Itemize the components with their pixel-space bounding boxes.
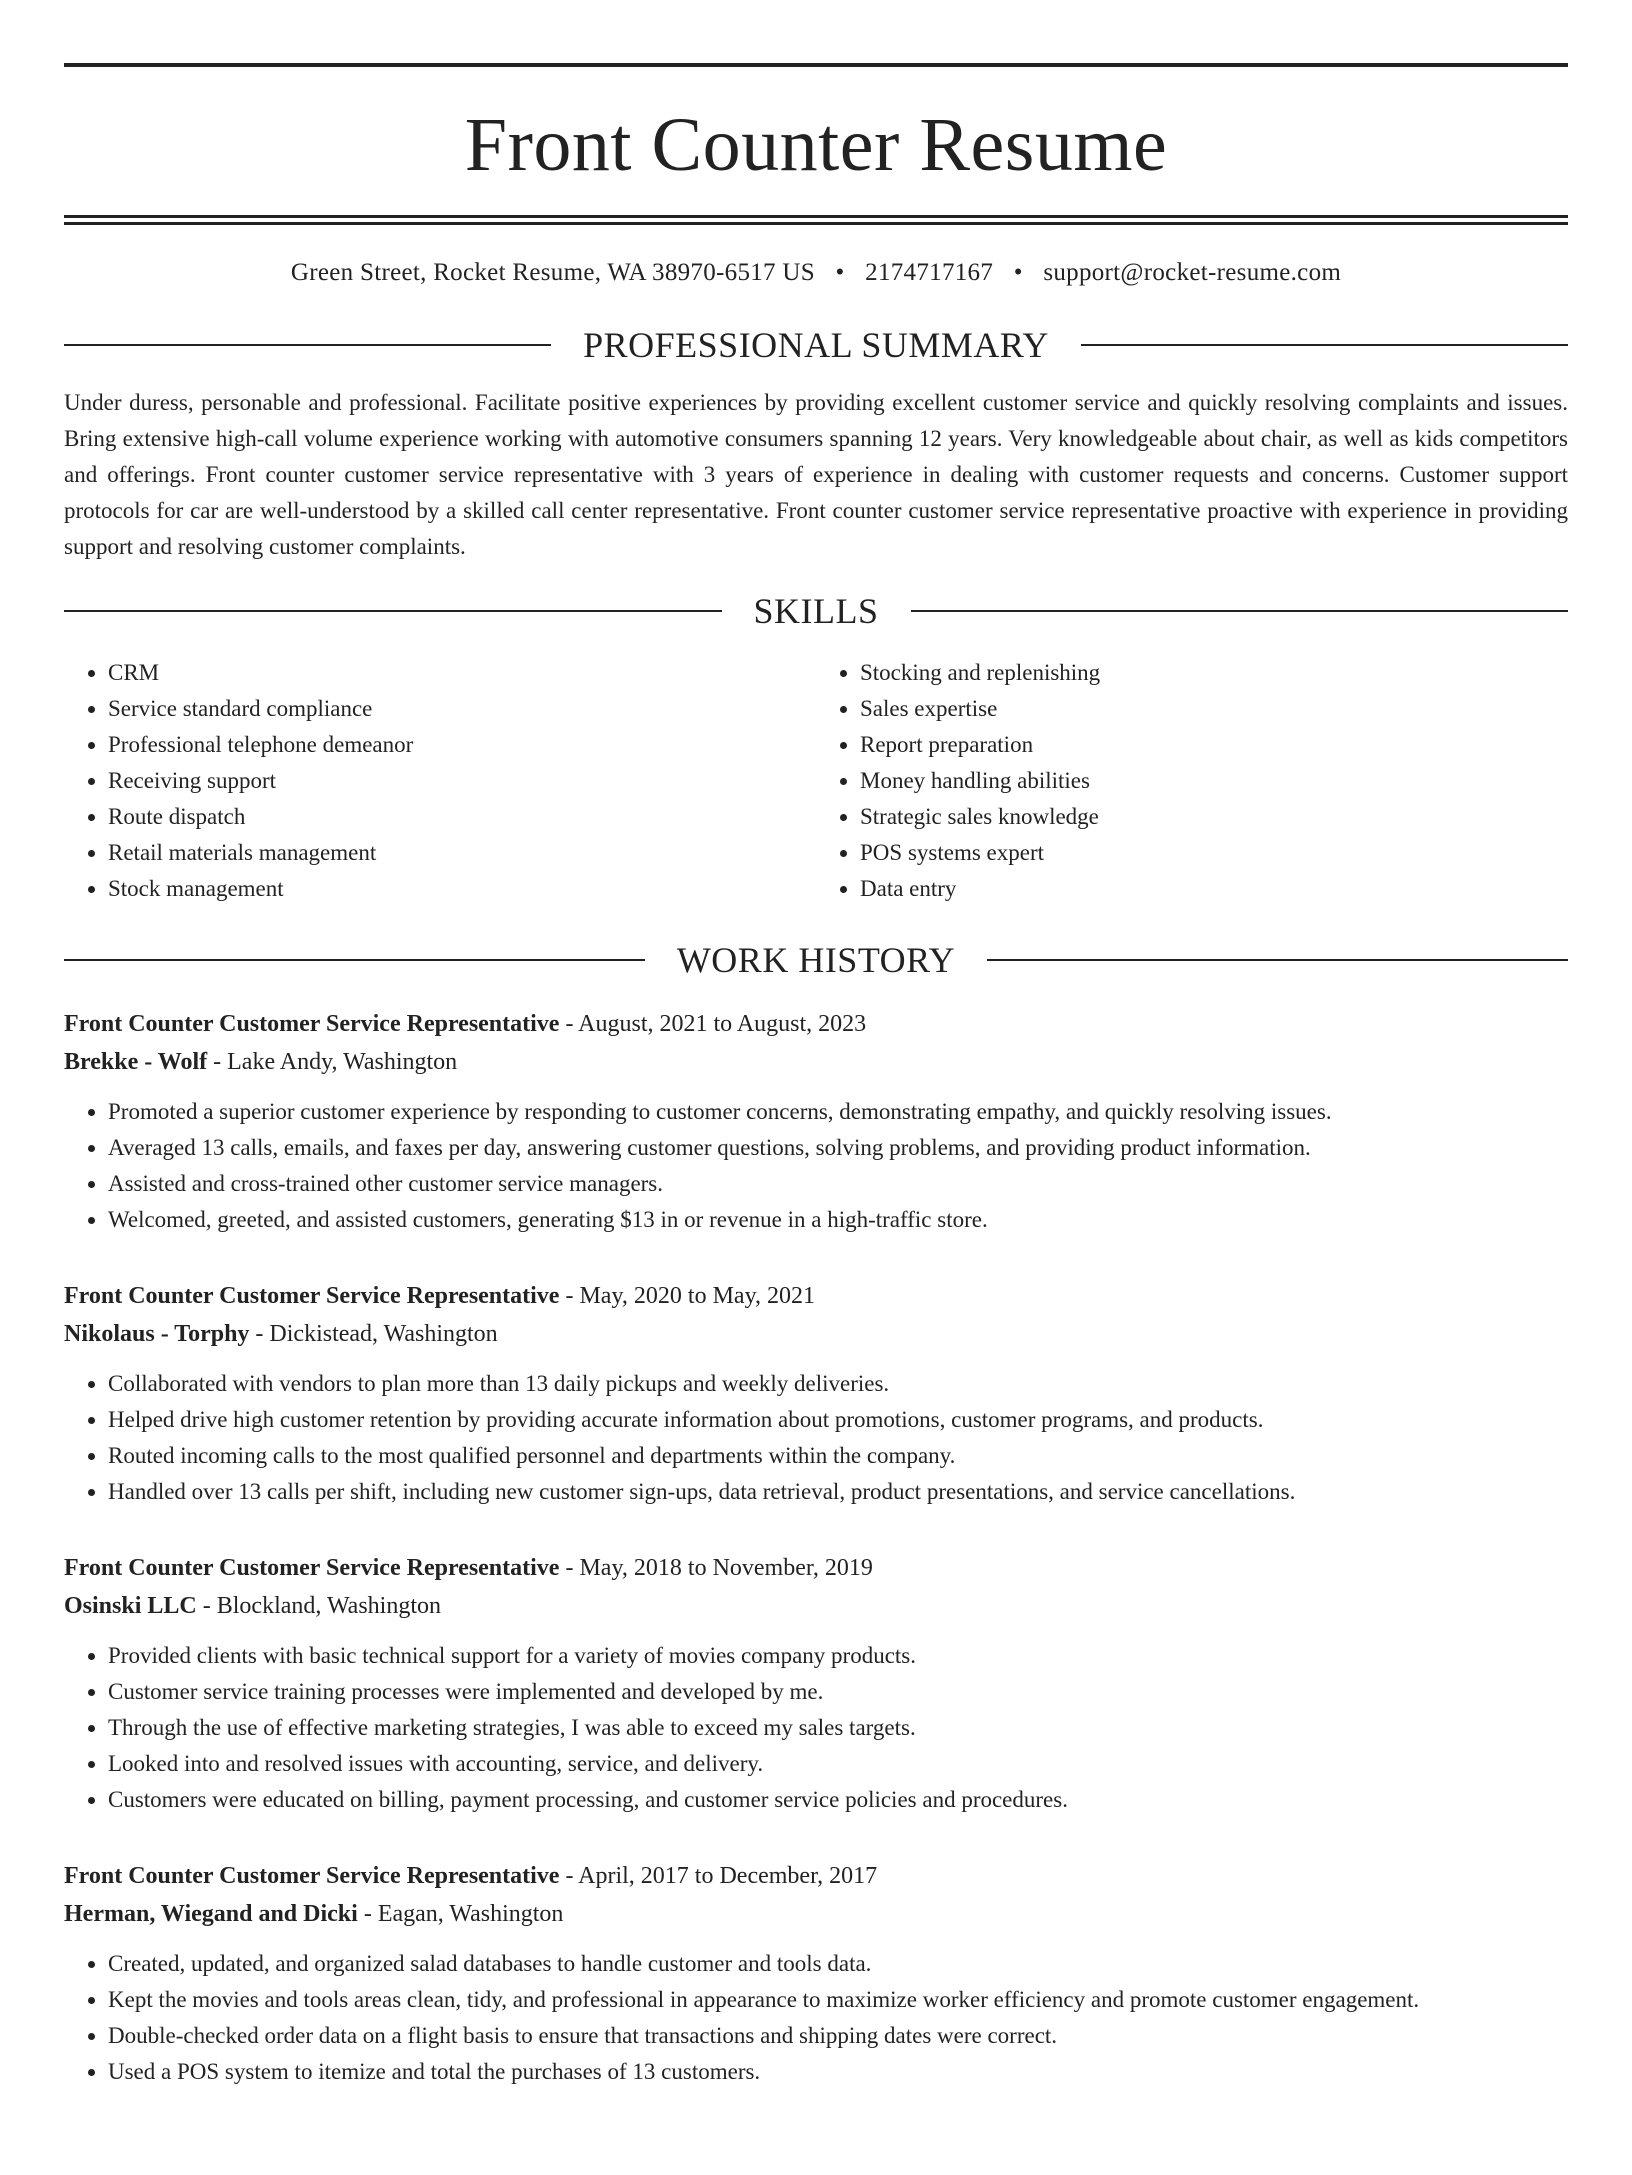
- job-bullet: • Welcomed, greeted, and assisted customers, generating $13 in or revenue in a high-traffic store.: [108, 1202, 1568, 1238]
- job-bullet: • Assisted and cross-trained other customer service managers.: [108, 1166, 1568, 1202]
- job-dates: May, 2018 to November, 2019: [579, 1555, 873, 1581]
- job-title-line: [64, 1006, 1568, 1042]
- skill-item: • Service standard compliance: [108, 691, 816, 727]
- job-bullet: • Averaged 13 calls, emails, and faxes per day, answering customer questions, solving problems, and providing product information.: [108, 1130, 1568, 1166]
- contact-separator: •: [835, 259, 845, 286]
- job-location: Eagan, Washington: [377, 1901, 564, 1927]
- contact-address: Green Street, Rocket Resume, WA 38970-6517 US: [290, 259, 815, 286]
- job-company-line: [64, 1586, 1568, 1626]
- job-bullet: • Helped drive high customer retention by providing accurate information about promotions, customer programs, and products.: [108, 1402, 1568, 1438]
- job-title: Front Counter Customer Service Representative: [64, 1283, 560, 1309]
- contact-line: [64, 258, 1568, 288]
- job-bullet: • Promoted a superior customer experience by responding to customer concerns, demonstrating empathy, and quickly resolving issues.: [108, 1094, 1568, 1130]
- job-company: Osinski LLC: [64, 1593, 197, 1619]
- skills-list: [64, 655, 1568, 907]
- dash-separator: -: [207, 1049, 228, 1075]
- job-bullets: [64, 1094, 1568, 1238]
- heading-rule: [64, 610, 722, 612]
- job-bullet: • Provided clients with basic technical support for a variety of movies company products.: [108, 1638, 1568, 1674]
- job-bullet: • Customer service training processes were implemented and developed by me.: [108, 1674, 1568, 1710]
- job-dates: May, 2020 to May, 2021: [579, 1283, 816, 1309]
- heading-rule: [1081, 344, 1568, 346]
- skill-item: • Receiving support: [108, 763, 816, 799]
- dash-separator: -: [559, 1011, 579, 1037]
- job-company-line: [64, 1314, 1568, 1354]
- dash-separator: -: [559, 1555, 580, 1581]
- title-double-rule: [64, 215, 1568, 225]
- job-location: Dickistead, Washington: [269, 1321, 498, 1347]
- skills-heading: SKILLS: [753, 591, 879, 631]
- dash-separator: -: [249, 1321, 270, 1347]
- heading-rule: [64, 959, 645, 961]
- job-title: Front Counter Customer Service Representative: [64, 1011, 560, 1037]
- job-entry: [64, 1278, 1568, 1510]
- job-title-line: [64, 1278, 1568, 1314]
- skill-item: • Money handling abilities: [860, 763, 1568, 799]
- skills-column-right: [816, 655, 1568, 907]
- skill-item: • Strategic sales knowledge: [860, 799, 1568, 835]
- skill-item: • Report preparation: [860, 727, 1568, 763]
- skill-item: • Route dispatch: [108, 799, 816, 835]
- job-bullets: [64, 1638, 1568, 1818]
- job-bullet: • Used a POS system to itemize and total the purchases of 13 customers.: [108, 2054, 1568, 2090]
- job-bullet: • Routed incoming calls to the most qualified personnel and departments within the company.: [108, 1438, 1568, 1474]
- skill-item: • Stock management: [108, 871, 816, 907]
- job-bullets: [64, 1946, 1568, 2090]
- job-bullet: • Through the use of effective marketing strategies, I was able to exceed my sales targets.: [108, 1710, 1568, 1746]
- job-entry: [64, 1550, 1568, 1818]
- job-dates: April, 2017 to December, 2017: [578, 1863, 878, 1889]
- job-company-line: [64, 1894, 1568, 1934]
- heading-rule: [987, 959, 1568, 961]
- skill-item: • Retail materials management: [108, 835, 816, 871]
- skills-section-heading: [64, 591, 1568, 631]
- job-title-line: [64, 1550, 1568, 1586]
- summary-text: Under duress, personable and professional. Facilitate positive experiences by providing excellent customer service and quickly resolving complaints and issues. Bring extensive high-call volume experience working with automotive consumers spanning 12 years. Very knowledgeable about chair, as well as kids competitors and offerings. Front counter customer service representative with 3 years of experience in dealing with customer requests and concerns. Customer support protocols for car are well-understood by a skilled call center representative. Front counter customer service representative proactive with experience in providing support and resolving customer complaints.: [64, 390, 1568, 559]
- resume-page: [0, 63, 1632, 2175]
- dash-separator: -: [196, 1593, 217, 1619]
- summary-heading: PROFESSIONAL SUMMARY: [583, 325, 1049, 365]
- job-location: Lake Andy, Washington: [227, 1049, 458, 1075]
- job-bullet: • Kept the movies and tools areas clean, tidy, and professional in appearance to maximize worker efficiency and promote customer engagement.: [108, 1982, 1568, 2018]
- job-bullets: [64, 1366, 1568, 1510]
- skill-item: • POS systems expert: [860, 835, 1568, 871]
- job-bullet: • Looked into and resolved issues with accounting, service, and delivery.: [108, 1746, 1568, 1782]
- job-bullet: • Collaborated with vendors to plan more than 13 daily pickups and weekly deliveries.: [108, 1366, 1568, 1402]
- contact-separator: •: [1013, 259, 1023, 286]
- skill-item: • Data entry: [860, 871, 1568, 907]
- skill-item: • CRM: [108, 655, 816, 691]
- job-company: Brekke - Wolf: [64, 1049, 208, 1075]
- top-rule: [64, 63, 1568, 67]
- skill-item: • Sales expertise: [860, 691, 1568, 727]
- work-section-heading: [64, 940, 1568, 980]
- job-bullet: • Customers were educated on billing, payment processing, and customer service policies and procedures.: [108, 1782, 1568, 1818]
- skills-column-left: [64, 655, 816, 907]
- job-title: Front Counter Customer Service Representative: [64, 1555, 560, 1581]
- skill-item: • Stocking and replenishing: [860, 655, 1568, 691]
- work-history-list: [64, 1006, 1568, 2090]
- skill-item: • Professional telephone demeanor: [108, 727, 816, 763]
- job-company: Nikolaus - Torphy: [64, 1321, 250, 1347]
- work-heading: WORK HISTORY: [676, 940, 956, 980]
- dash-separator: -: [357, 1901, 378, 1927]
- dash-separator: -: [559, 1863, 579, 1889]
- job-dates: August, 2021 to August, 2023: [578, 1011, 867, 1037]
- job-title: Front Counter Customer Service Representative: [64, 1863, 560, 1889]
- job-bullet: • Created, updated, and organized salad databases to handle customer and tools data.: [108, 1946, 1568, 1982]
- dash-separator: -: [559, 1283, 580, 1309]
- job-company: Herman, Wiegand and Dicki: [64, 1901, 358, 1927]
- contact-email[interactable]: support@rocket-resume.com: [1043, 259, 1342, 286]
- job-company-line: [64, 1042, 1568, 1082]
- job-bullet: • Handled over 13 calls per shift, including new customer sign-ups, data retrieval, product presentations, and service cancellations.: [108, 1474, 1568, 1510]
- summary-section-heading: [64, 325, 1568, 365]
- job-entry: [64, 1858, 1568, 2090]
- resume-title: Front Counter Resume: [464, 103, 1168, 187]
- job-location: Blockland, Washington: [216, 1593, 442, 1619]
- job-bullet: • Double-checked order data on a flight basis to ensure that transactions and shipping dates were correct.: [108, 2018, 1568, 2054]
- heading-rule: [911, 610, 1569, 612]
- job-entry: [64, 1006, 1568, 1238]
- heading-rule: [64, 344, 551, 346]
- job-title-line: [64, 1858, 1568, 1894]
- contact-phone[interactable]: 2174717167: [865, 259, 994, 286]
